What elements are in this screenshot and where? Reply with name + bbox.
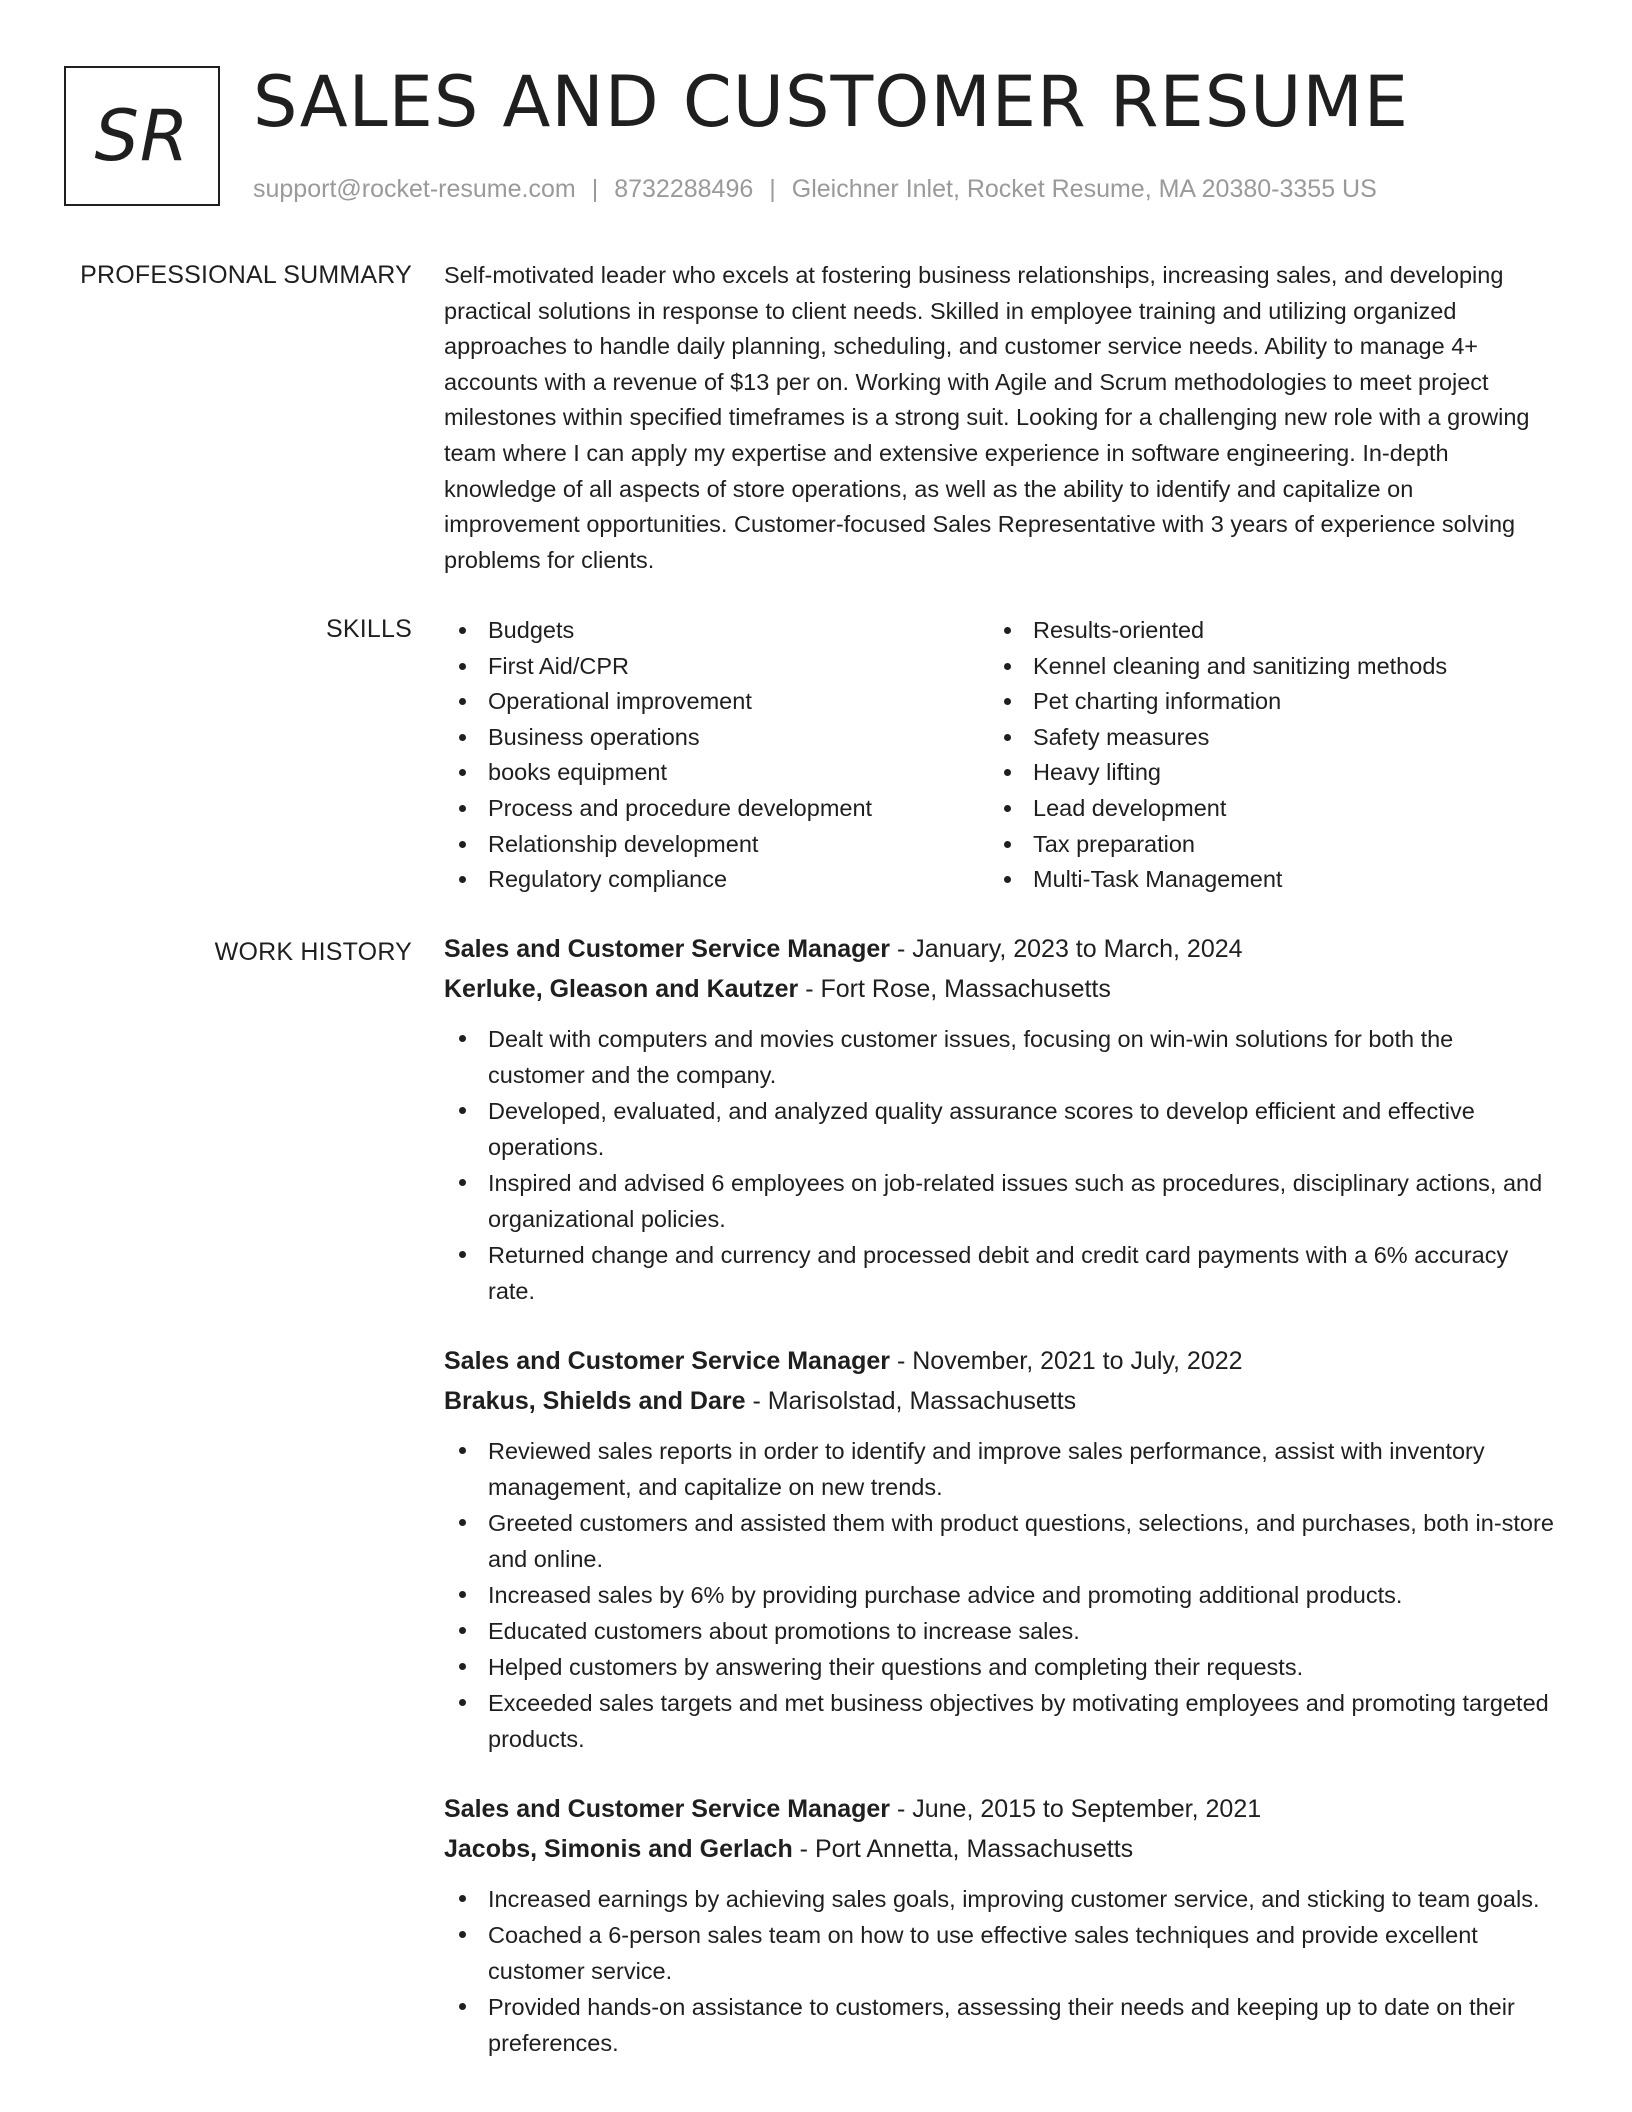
skill-item-text: Process and procedure development xyxy=(488,794,873,821)
job-title: Sales and Customer Service Manager xyxy=(444,1347,891,1375)
bullet-icon xyxy=(459,1895,466,1902)
skill-item-text: Regulatory compliance xyxy=(488,866,728,893)
bullet-icon xyxy=(459,1251,466,1258)
skill-item xyxy=(989,720,1534,756)
bullet-icon xyxy=(459,1591,466,1598)
job-title: Sales and Customer Service Manager xyxy=(444,935,891,963)
job-bullet-text: Exceeded sales targets and met business objectives by motivating employees and promoting targeted products. xyxy=(488,1690,1549,1752)
bullet-icon xyxy=(1004,769,1011,776)
skill-item-text: Business operations xyxy=(488,723,700,750)
bullet-icon xyxy=(1004,663,1011,670)
skill-item xyxy=(989,827,1534,863)
bullet-icon xyxy=(1004,805,1011,812)
job-title: Sales and Customer Service Manager xyxy=(444,1795,891,1823)
bullet-icon xyxy=(459,1179,466,1186)
bullet-icon xyxy=(459,876,466,883)
contact-address: Gleichner Inlet, Rocket Resume, MA 20380-3355 US xyxy=(791,175,1377,203)
job-location: Marisolstad, Massachusetts xyxy=(767,1387,1077,1415)
monogram-initials: SR xyxy=(94,95,190,177)
skills-list-right xyxy=(989,613,1534,898)
job-bullet xyxy=(444,1917,1554,1989)
job-bullet xyxy=(444,1165,1554,1237)
skill-item xyxy=(989,613,1534,649)
skill-item-text: First Aid/CPR xyxy=(488,652,630,679)
summary-body xyxy=(444,258,1554,578)
bullet-icon xyxy=(459,1447,466,1454)
job-company: Brakus, Shields and Dare xyxy=(444,1387,746,1415)
bullet-icon xyxy=(459,663,466,670)
skill-item-text: Results-oriented xyxy=(1033,617,1205,643)
skills-body xyxy=(444,613,1554,898)
job-bullet-text: Educated customers about promotions to increase sales. xyxy=(488,1618,1080,1644)
skill-item-text: Multi-Task Management xyxy=(1033,866,1283,893)
resume-title: SALES AND CUSTOMER RESUME xyxy=(253,61,1410,143)
bullet-icon xyxy=(459,2003,466,2010)
skill-item-text: Safety measures xyxy=(1033,723,1210,750)
skill-item-text: Heavy lifting xyxy=(1033,759,1161,786)
job-bullet xyxy=(444,1093,1554,1165)
skill-item-text: Kennel cleaning and sanitizing methods xyxy=(1033,652,1448,679)
bullet-icon xyxy=(459,698,466,705)
bullet-icon xyxy=(459,1931,466,1938)
bullet-icon xyxy=(459,805,466,812)
job-bullet-text: Dealt with computers and movies customer issues, focusing on win-win solutions for both the customer and the company. xyxy=(488,1026,1454,1088)
job-bullet-text: Helped customers by answering their questions and completing their requests. xyxy=(488,1654,1304,1680)
job-bullet xyxy=(444,1577,1554,1613)
bullet-icon xyxy=(459,1627,466,1634)
job-title-line xyxy=(444,1341,1554,1381)
job-company-line xyxy=(444,1829,1554,1869)
skill-item-text: Budgets xyxy=(488,617,575,643)
bullet-icon xyxy=(459,1035,466,1042)
skill-item xyxy=(989,684,1534,720)
job-bullet-text: Returned change and currency and processed debit and credit card payments with a 6% accuracy rate. xyxy=(488,1242,1509,1304)
skill-item-text: Tax preparation xyxy=(1033,830,1195,857)
bullet-icon xyxy=(459,1107,466,1114)
skills-heading: SKILLS xyxy=(326,615,412,643)
job-location: Port Annetta, Massachusetts xyxy=(814,1835,1134,1863)
contact-separator: | xyxy=(769,175,776,203)
job-bullet xyxy=(444,1613,1554,1649)
bullet-icon xyxy=(1004,627,1011,634)
contact-email[interactable]: support@rocket-resume.com xyxy=(253,175,576,203)
bullet-icon xyxy=(1004,698,1011,705)
job-dates: June, 2015 to September, 2021 xyxy=(912,1795,1262,1823)
bullet-icon xyxy=(459,769,466,776)
job-dates: November, 2021 to July, 2022 xyxy=(912,1347,1243,1375)
job-title-line xyxy=(444,929,1554,969)
job-bullet xyxy=(444,1649,1554,1685)
job-bullets xyxy=(444,1881,1554,2061)
skill-item-text: Operational improvement xyxy=(488,688,752,715)
job-title-line xyxy=(444,1789,1554,1829)
job-bullet-text: Developed, evaluated, and analyzed quality assurance scores to develop efficient and effective operations. xyxy=(488,1098,1475,1160)
job-bullets xyxy=(444,1021,1554,1309)
job-dash: - xyxy=(798,975,821,1003)
job-dash: - xyxy=(745,1387,768,1415)
job-bullet-text: Coached a 6-person sales team on how to use effective sales techniques and provide excellent customer service. xyxy=(488,1922,1478,1984)
skill-item xyxy=(989,755,1534,791)
skill-item xyxy=(444,862,989,898)
work-history-heading: WORK HISTORY xyxy=(214,938,412,966)
bullet-icon xyxy=(1004,841,1011,848)
bullet-icon xyxy=(459,1663,466,1670)
job-bullet xyxy=(444,1989,1554,2061)
skill-item xyxy=(989,791,1534,827)
skill-item xyxy=(444,613,989,649)
contact-separator: | xyxy=(591,175,599,203)
job-bullet xyxy=(444,1021,1554,1093)
skill-item xyxy=(444,649,989,685)
job-company-line xyxy=(444,969,1554,1009)
job-bullet-text: Reviewed sales reports in order to identify and improve sales performance, assist with inventory management, and capitalize on new trends. xyxy=(488,1438,1485,1500)
job-dates: January, 2023 to March, 2024 xyxy=(912,935,1243,963)
job-location: Fort Rose, Massachusetts xyxy=(820,975,1111,1003)
job-bullet xyxy=(444,1881,1554,1917)
job-bullet-text: Inspired and advised 6 employees on job-related issues such as procedures, disciplinary actions, and organizational policies. xyxy=(488,1170,1543,1232)
skill-item xyxy=(989,862,1534,898)
bullet-icon xyxy=(459,627,466,634)
bullet-icon xyxy=(459,1519,466,1526)
skill-item-text: Relationship development xyxy=(488,830,759,857)
job-bullet xyxy=(444,1433,1554,1505)
job-dash: - xyxy=(890,1347,913,1375)
job-entry xyxy=(444,929,1554,1309)
job-bullet-text: Increased sales by 6% by providing purchase advice and promoting additional products. xyxy=(488,1582,1403,1608)
job-company: Jacobs, Simonis and Gerlach xyxy=(444,1835,793,1863)
skill-item-text: books equipment xyxy=(488,759,667,786)
job-bullet xyxy=(444,1505,1554,1577)
job-entry xyxy=(444,1341,1554,1757)
monogram-box xyxy=(64,66,220,206)
job-dash: - xyxy=(792,1835,815,1863)
job-bullets xyxy=(444,1433,1554,1757)
job-bullet-text: Provided hands-on assistance to customers, assessing their needs and keeping up to date on their preferences. xyxy=(488,1994,1515,2056)
skill-item xyxy=(444,684,989,720)
skill-item-text: Pet charting information xyxy=(1033,688,1282,715)
bullet-icon xyxy=(1004,876,1011,883)
bullet-icon xyxy=(1004,734,1011,741)
summary-text: Self-motivated leader who excels at fostering business relationships, increasing sales, and developing practical solutions in response to client needs. Skilled in employee training and utilizing organized approaches to handle daily planning, scheduling, and customer service needs. Ability to manage 4+ accounts with a revenue of $13 per on. Working with Agile and Scrum methodologies to meet project milestones within specified timeframes is a strong suit. Looking for a challenging new role with a growing team where I can apply my expertise and extensive experience in software engineering. In-depth knowledge of all aspects of store operations, as well as the ability to identify and capitalize on improvement opportunities. Customer-focused Sales Representative with 3 years of experience solving problems for clients. xyxy=(444,262,1530,573)
contact-line xyxy=(253,172,1377,206)
contact-phone[interactable]: 8732288496 xyxy=(614,175,754,203)
skill-item xyxy=(444,791,989,827)
bullet-icon xyxy=(459,1699,466,1706)
skill-item xyxy=(444,755,989,791)
job-dash: - xyxy=(890,935,913,963)
job-company-line xyxy=(444,1381,1554,1421)
job-bullet-text: Increased earnings by achieving sales goals, improving customer service, and sticking to team goals. xyxy=(488,1886,1540,1912)
job-bullet xyxy=(444,1685,1554,1757)
skill-item xyxy=(444,720,989,756)
job-dash: - xyxy=(890,1795,913,1823)
summary-heading: PROFESSIONAL SUMMARY xyxy=(80,261,412,289)
skill-item-text: Lead development xyxy=(1033,794,1227,821)
job-entry xyxy=(444,1789,1554,2061)
job-bullet xyxy=(444,1237,1554,1309)
bullet-icon xyxy=(459,841,466,848)
skill-item xyxy=(989,649,1534,685)
skill-item xyxy=(444,827,989,863)
job-company: Kerluke, Gleason and Kautzer xyxy=(444,975,799,1003)
skills-list-left xyxy=(444,613,989,898)
bullet-icon xyxy=(459,734,466,741)
job-bullet-text: Greeted customers and assisted them with product questions, selections, and purchases, both in-store and online. xyxy=(488,1510,1554,1572)
